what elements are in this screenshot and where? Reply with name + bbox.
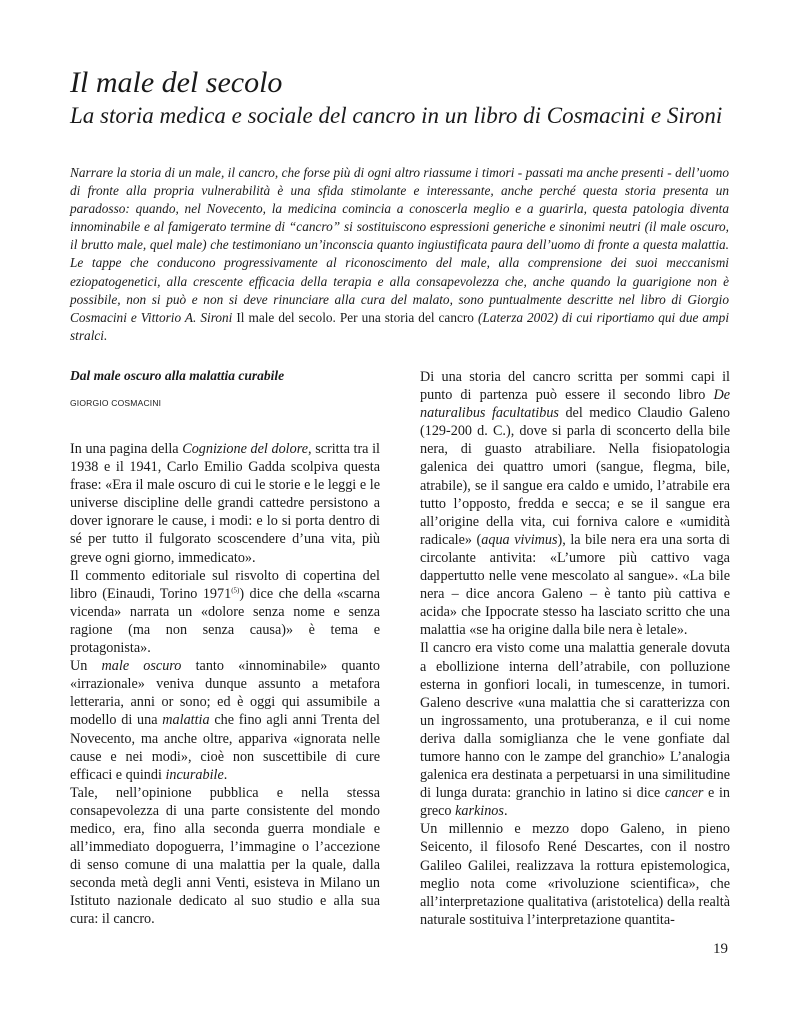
paragraph [420,368,730,639]
text-run-italic: incurabile [165,766,224,783]
text-run: . [223,766,228,783]
text-run: che fino agli anni Trenta del Novecento, ma anche oltre, appariva «ignorata nelle cause e nei modi», cioè non suscettibile di cure efficaci e quindi [70,712,380,783]
text-run-italic: karkinos [455,803,504,820]
footnote-ref: (5) [231,586,240,595]
paragraph [420,639,730,820]
text-run: , scritta tra il 1938 e il 1941, Carlo Emilio Gadda scolpiva questa frase: «Era il male oscuro di cui le storie e le leggi e le universe discipline delle grandi cattedre persistono a dover ignorare le cause, i modi: e lo si porta dentro di sé per tutto il fulgorato scoscendere d’una vita, più greve ogni giorno, immedicato». [70,441,380,566]
paragraph [70,657,380,784]
text-run: tanto «innominabile» quanto «irrazionale» veniva dunque assunto a metafora letteraria, anni or sono; ed è oggi qui assumibile a modello di una [70,658,380,729]
text-run-italic: De naturalibus facultatibus [420,387,730,422]
text-run: Il commento editoriale sul risvolto di copertina del libro (Einaudi, Torino 1971 [70,567,380,602]
section-author: GIORGIO COSMACINI [70,398,162,408]
text-run: In una pagina della [70,441,183,457]
text-run-italic: male oscuro [101,658,182,675]
text-run: Il cancro era visto come una malattia generale dovuta a ebollizione interna dell’atrabile, con polluzione esterna in gonfiori locali, in tumescenze, in tumori. Galeno descrive «una malattia che si caratterizza con un ingrossamento, una protuberanza, e il cui nome deriva dalla somiglianza che le vene gonfiate dal tumore hanno con le zampe del granchio» L’analogia galenica era destinata a perpetuarsi in una similitudine di lunga durata: granchio in latino si dice [420,640,730,802]
text-run-italic: cancer [664,785,704,802]
intro-text: Narrare la storia di un male, il cancro, che forse più di ogni altro riassume i timori - passati ma anche presenti - dell’uomo di fronte alla propria vulnerabilità è una sfida stimolante e interessante, anche perché questa storia presenta un paradosso: quando, nel Novecento, la medicina comincia a conoscerla meglio e a guarirla, questa patologia diventa innominabile e al famigerato termine di “cancro” si sostituiscono espressioni generiche e sinonimi neutri (il male oscuro, il brutto male, quel male) che testimoniano un’inconscia quanto ingiustificata paura dell’uomo di fronte a questa malattia. Le tappe che conducono progressivamente al riconoscimento del male, alla comprensione dei suoi meccanismi eziopatogenetici, alla crescente efficacia della terapia e alla consapevolezza che, anche quando la guarigione non è possibile, non si può e non si deve rinunciare alla cura del malato, sono puntualmente descritte nel libro di Giorgio Cosmacini e Vittorio A. Sironi [70,165,729,325]
text-run: Di una storia del cancro scritta per sommi capi il punto di partenza può essere il secondo libro [420,369,730,404]
text-run-italic: Cognizione del dolore [182,441,309,457]
paragraph [70,440,380,567]
intro-paragraph [70,164,729,345]
intro-book-title: Il male del secolo. Per una storia del cancro [236,309,474,325]
text-run-italic: aqua vivimus [481,531,558,548]
paragraph: Un millennio e mezzo dopo Galeno, in pieno Seicento, il filosofo René Descartes, con il nostro Galileo Galilei, realizzava la rottura epistemologica, meglio nota come «rivoluzione scientifica», che all’interpretazione qualitativa (aristotelica) della realtà naturale sostituiva l’interpretazione quantita- [420,821,730,928]
text-run: ) dice che della «scarna vicenda» narrata un «dolore senza nome e senza ragione (ma non senza causa)» è tema e protagonista». [70,585,380,657]
right-column [420,368,730,929]
text-run: . [503,803,508,820]
text-run: e in greco [420,785,730,820]
page-number: 19 [713,941,728,957]
text-run-italic: malattia [162,712,210,729]
article-subtitle: La storia medica e sociale del cancro in un libro di Cosmacini e Sironi [70,103,723,128]
section-heading: Dal male oscuro alla malattia curabile [70,368,285,383]
text-run: Un [70,658,102,675]
article-title: Il male del secolo [70,66,283,99]
paragraph [70,567,380,657]
left-column [70,367,380,929]
intro-text-end: (Laterza 2002) di cui riportiamo qui due ampi stralci. [70,309,730,343]
text-run: ), la bile nera era una sorta di circolante antivita: «L’umore più cattivo vaga dappertutto nelle vene mescolato al sangue». «La bile nera – dice ancora Galeno – è tanto più cattiva e acida» che Ippocrate stesso ha lasciato scritto che una malattia «se ha origine dalla bile nera è letale». [420,531,730,639]
text-run: del medico Claudio Galeno (129-200 d. C.), dove si parla di sconcerto della bile nera, di guasto atrabiliare. Nella fisiopatologia galenica dei quattro umori (sangue, flegma, bile, atrabile), se il sangue era caldo e umido, l’atrabile era tutto l’opposto, fredda e secca; e se il sangue era all’origine della vita, cui forniva calore e «umidità radicale» ( [420,405,730,548]
paragraph: Tale, nell’opinione pubblica e nella stessa consapevolezza di una parte consistente del mondo medico, era, fino alla seconda guerra mondiale e all’immediato dopoguerra, l’immagine o l’accezione di senso comune di una malattia per la quale, dalla seconda metà degli anni Venti, esisteva in Milano un Istituto nazionale dedicato al suo studio e alla sua cura: il cancro. [70,784,380,928]
